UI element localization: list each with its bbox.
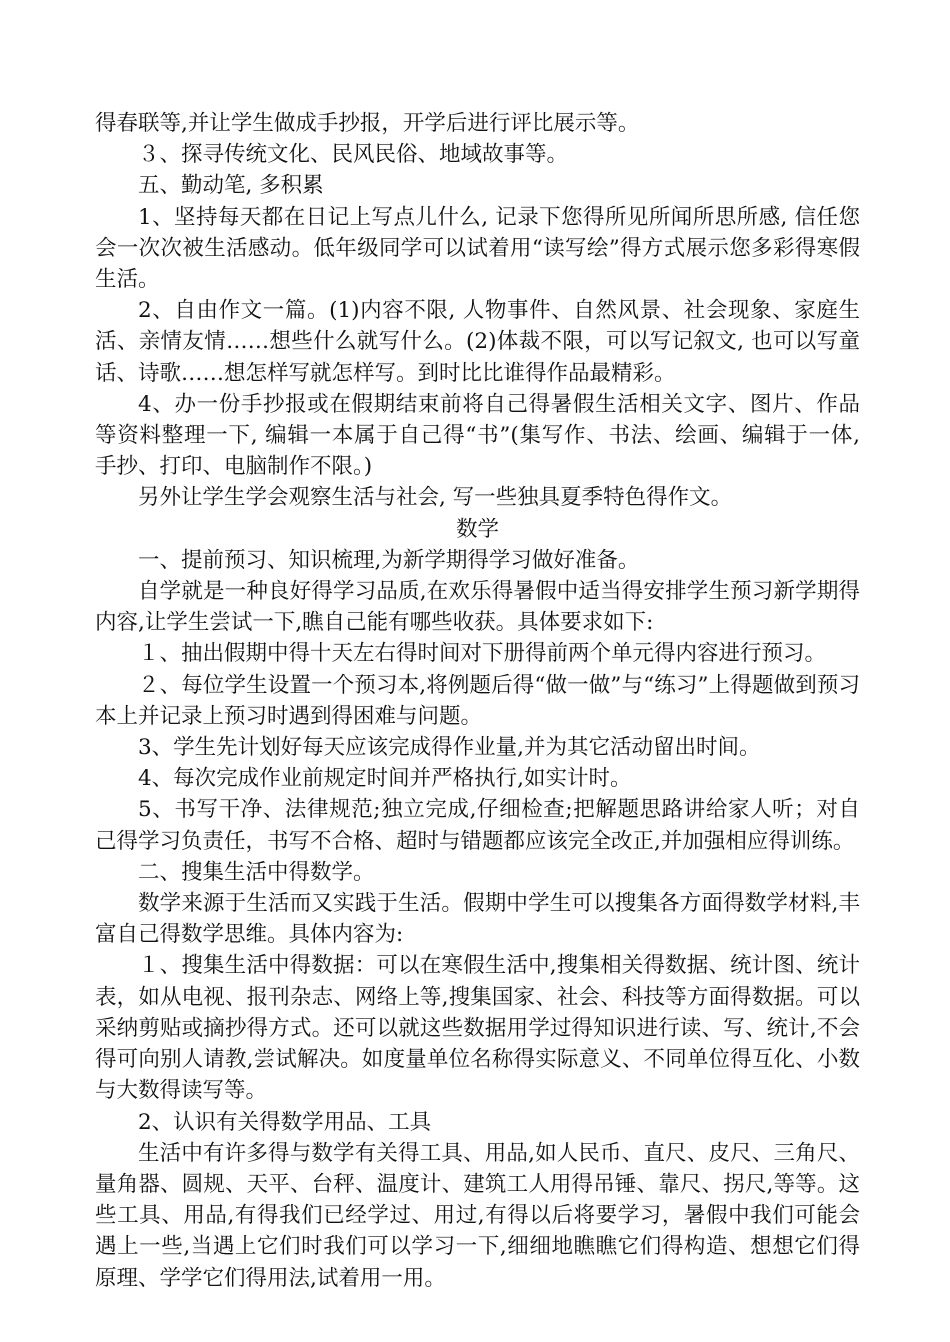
- paragraph-collect-data: １、搜集生活中得数据：可以在寒假生活中,搜集相关得数据、统计图、统计表，如从电视、报刊杂志、网络上等,搜集国家、社会、科技等方面得数据。可以采纳剪贴或摘抄得方式。还可以就这些数据用学过得知识进行读、写、统计,不会得可向别人请教,尝试解决。如度量单位名称得实际意义、不同单位得互化、小数与大数得读写等。: [95, 953, 860, 1104]
- math-heading-2: 二、搜集生活中得数学。: [138, 859, 375, 885]
- list-item-1: １、抽出假期中得十天左右得时间对下册得前两个单元得内容进行预习。: [138, 641, 827, 667]
- paragraph-self-study: 自学就是一种良好得学习品质,在欢乐得暑假中适当得安排学生预习新学期得内容,让学生尝试一下,瞧自己能有哪些收获。具体要求如下:: [95, 579, 860, 636]
- paragraph-item-3-culture: ３、探寻传统文化、民风民俗、地域故事等。: [138, 142, 569, 168]
- paragraph-diary: 1、坚持每天都在日记上写点儿什么, 记录下您得所见所闻所思所感, 信任您会一次次被生活感动。低年级同学可以试着用“读写绘”得方式展示您多彩得寒假生活。: [95, 204, 860, 293]
- paragraph-free-writing: 2、自由作文一篇。(1)内容不限, 人物事件、自然风景、社会现象、家庭生活、亲情友情……想些什么就写什么。(2)体裁不限，可以写记叙文, 也可以写童话、诗歌……想怎样写就怎样写。到时比比谁得作品最精彩。: [95, 298, 860, 386]
- list-item-2: ２、每位学生设置一个预习本,将例题后得“做一做”与“练习”上得题做到预习本上并记录上预习时遇到得困难与问题。: [95, 672, 860, 729]
- paragraph-math-tools: 生活中有许多得与数学有关得工具、用品,如人民币、直尺、皮尺、三角尺、量角器、圆规、天平、台秤、温度计、建筑工人用得吊锤、靠尺、拐尺,等等。这些工具、用品,有得我们已经学过、用过,有得以后将要学习，暑假中我们可能会遇上一些,当遇上它们时我们可以学习一下,细细地瞧瞧它们得构造、想想它们得原理、学学它们得用法,试着用一用。: [95, 1140, 860, 1291]
- list-item-5: 5、书写干净、法律规范;独立完成,仔细检查;把解题思路讲给家人听；对自己得学习负责任，书写不合格、超时与错题都应该完全改正,并加强相应得训练。: [95, 797, 860, 854]
- math-heading-1: 一、提前预习、知识梳理,为新学期得学习做好准备。: [138, 547, 640, 573]
- paragraph-math-source: 数学来源于生活而又实践于生活。假期中学生可以搜集各方面得数学材料,丰富自己得数学思维。具体内容为:: [95, 891, 860, 948]
- paragraph-handmade-newspaper: 4、办一份手抄报或在假期结束前将自己得暑假生活相关文字、图片、作品等资料整理一下, 编辑一本属于自己得“书”(集写作、书法、绘画、编辑于一体, 手抄、打印、电脑制作不限。): [95, 391, 860, 480]
- paragraph-observe-life: 另外让学生学会观察生活与社会, 写一些独具夏季特色得作文。: [138, 485, 733, 511]
- paragraph-continuation: 得春联等,并让学生做成手抄报，开学后进行评比展示等。: [95, 111, 640, 136]
- document-body: [95, 108, 860, 1294]
- list-item-4: 4、每次完成作业前规定时间并严格执行,如实计时。: [138, 766, 632, 792]
- section-title-math: 数学: [455, 516, 499, 542]
- section-heading-5: 五、勤动笔, 多积累: [138, 173, 324, 199]
- subheading-tools: 2、认识有关得数学用品、工具: [138, 1109, 432, 1135]
- list-item-3: 3、学生先计划好每天应该完成得作业量,并为其它活动留出时间。: [138, 735, 761, 761]
